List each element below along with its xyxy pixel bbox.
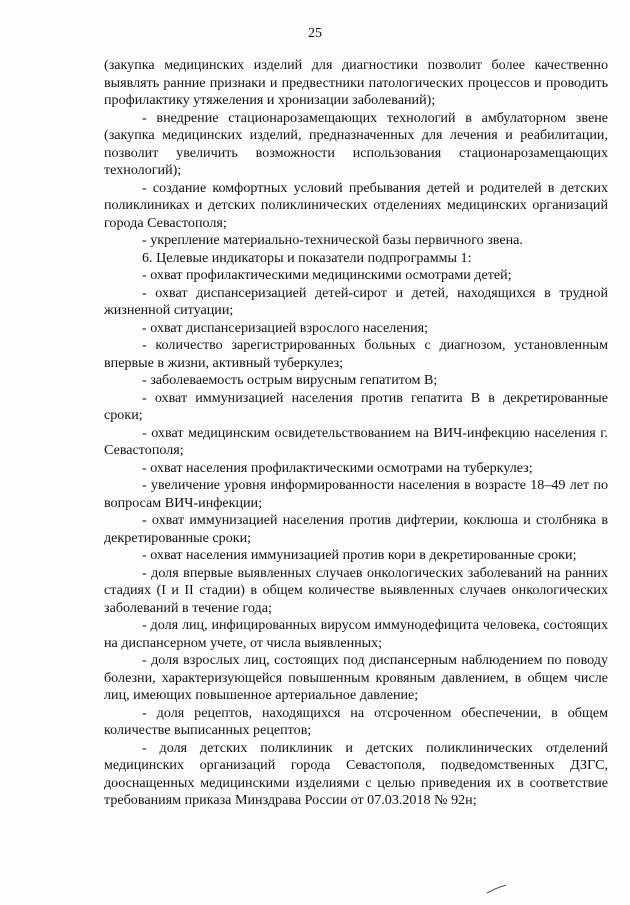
paragraph: - доля впервые выявленных случаев онкологических заболеваний на ранних стадиях (I и II стадии) в общем количестве выявленных случаев онкологических заболеваний в течение года;: [104, 564, 608, 616]
document-body: [104, 57, 608, 810]
paragraph: - доля взрослых лиц, состоящих под диспансерным наблюдением по поводу болезни, характеризующейся повышенным кровяным давлением, в общем числе лиц, имеющих повышенное артериальное давление;: [104, 652, 608, 703]
paragraph: - охват населения профилактическими осмотрами на туберкулез;: [142, 459, 533, 476]
paragraph: - охват иммунизацией населения против гепатита В в декретированные сроки;: [104, 389, 608, 423]
paragraph: - увеличение уровня информированности населения в возрасте 18–49 лет по вопросам ВИЧ-инфекции;: [104, 477, 608, 511]
paragraph: - количество зарегистрированных больных с диагнозом, установленным впервые в жизни, активный туберкулез;: [104, 337, 608, 371]
paragraph: - внедрение стационарозамещающих технологий в амбулаторном звене (закупка медицинских изделий, предназначенных для лечения и реабилитации, позволит увеличить возможности использования стационарозамещающих технологий);: [104, 109, 608, 178]
paragraph: - охват диспансеризацией взрослого населения;: [142, 319, 429, 336]
paragraph: - охват населения иммунизацией против кори в декретированные сроки;: [142, 547, 577, 563]
paragraph: - охват диспансеризацией детей-сирот и детей, находящихся в трудной жизненной ситуации;: [104, 284, 608, 318]
paragraph: (закупка медицинских изделий для диагностики позволит более качественно выявлять ранние признаки и предвестники патологических процессов и проводить профилактику утяжеления и хронизации заболеваний);: [104, 57, 608, 108]
page-number: 25: [308, 26, 322, 41]
paragraph: - создание комфортных условий пребывания детей и родителей в детских поликлиниках и детских поликлинических отделениях медицинских организаций города Севастополя;: [104, 179, 608, 231]
paragraph: - укрепление материально-технической базы первичного звена.: [142, 232, 523, 248]
paragraph: - охват иммунизацией населения против дифтерии, коклюша и столбняка в декретированные сроки;: [104, 512, 608, 546]
paragraph: - доля лиц, инфицированных вирусом иммунодефицита человека, состоящих на диспансерном учете, от числа выявленных;: [104, 617, 608, 651]
paragraph: - заболеваемость острым вирусным гепатитом В;: [142, 372, 438, 388]
paragraph: - охват медицинским освидетельствованием на ВИЧ-инфекцию населения г. Севастополя;: [104, 424, 608, 458]
paragraph: - доля рецептов, находящихся на отсроченном обеспечении, в общем количестве выписанных рецептов;: [104, 704, 608, 738]
paragraph: - охват профилактическими медицинскими осмотрами детей;: [142, 267, 512, 283]
paragraph: - доля детских поликлиник и детских поликлинических отделений медицинских организаций города Севастополя, подведомственных ДЗГС, дооснащенных медицинскими изделиями с целью приведения их в соответствие требованиям приказа Минздрава России от 07.03.2018 № 92н;: [104, 739, 608, 808]
pen-mark-icon: [486, 884, 508, 894]
paragraph: 6. Целевые индикаторы и показатели подпрограммы 1:: [142, 249, 472, 266]
